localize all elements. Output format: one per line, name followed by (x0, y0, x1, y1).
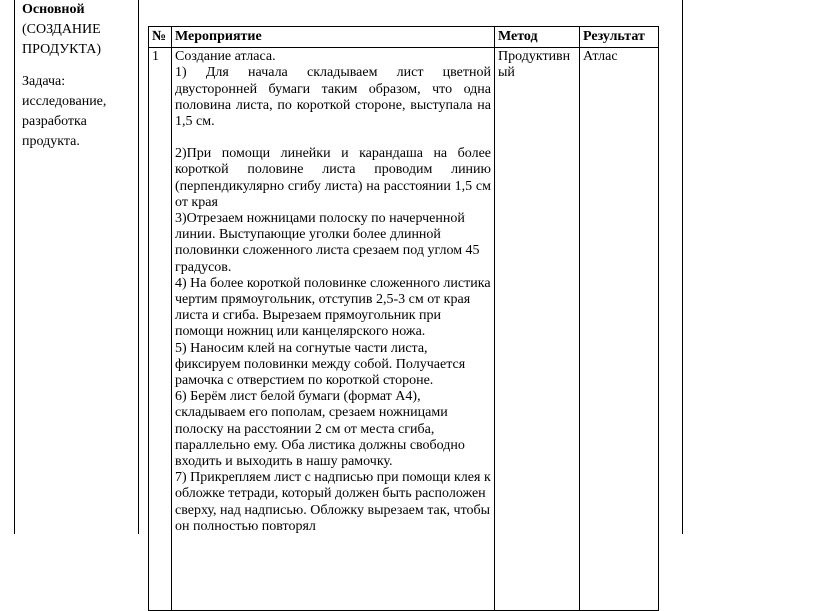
row-result: Атлас (580, 48, 659, 611)
stage-heading: Основной (22, 2, 85, 17)
outer-border-right (682, 0, 683, 534)
step-5: 5) Наносим клей на согнутые части листа, фиксируем половинки между собой. Получается рамочка с отверстием по короткой стороне. (175, 340, 466, 389)
stage-subheading: (СОЗДАНИЕ ПРОДУКТА) (22, 22, 102, 57)
step-4: 4) На более короткой половинке сложенного листика чертим прямоугольник, отступив 2,5-3 см от края листа и сгиба. Вырезаем прямоугольник при помощи ножниц или канцелярского ножа. (175, 275, 491, 340)
step-3: 3)Отрезаем ножницами полоску по начерченной линии. Выступающие уголки более длинной половинки сложенного листа срезаем под углом 45 градусов. (175, 211, 480, 275)
step-2: 2)При помощи линейки и карандаша на более короткой половине листа проводим линию (перпендикулярно сгибу листа) на расстоянии 1,5 см от края (175, 146, 491, 210)
header-activity: Мероприятие (172, 27, 495, 48)
task-label: Задача: (22, 74, 66, 89)
header-num: № (149, 27, 172, 48)
outer-border-left (14, 0, 15, 534)
table-row (149, 48, 659, 611)
activity-table (148, 26, 659, 611)
row-method: Продуктивный (495, 48, 580, 611)
row-activity (172, 48, 495, 611)
outer-column-divider (138, 0, 139, 534)
stage-cell (22, 0, 134, 152)
row-num: 1 (149, 48, 172, 611)
step-1: 1) Для начала складываем лист цветной двусторонней бумаги таким образом, что одна половина листа, по короткой стороне, выступала на 1,5 см. (175, 65, 491, 130)
activity-title: Создание атласа. (175, 49, 276, 65)
header-result: Результат (580, 27, 659, 48)
step-6: 6) Берём лист белой бумаги (формат А4), складываем его пополам, срезаем ножницами полоску на расстоянии 2 см от места сгиба, параллельно ему. Оба листика должны свободно входить и выходить в нашу рамочку. (175, 389, 465, 470)
step-7: 7) Прикрепляем лист с надписью при помощи клея к обложке тетради, который должен быть расположен сверху, над надписью. Обложку вырезаем так, чтобы он полностью повторял (175, 470, 491, 534)
header-method: Метод (495, 27, 580, 48)
table-header-row (149, 27, 659, 48)
task-text: исследование, разработка продукта. (22, 94, 107, 149)
